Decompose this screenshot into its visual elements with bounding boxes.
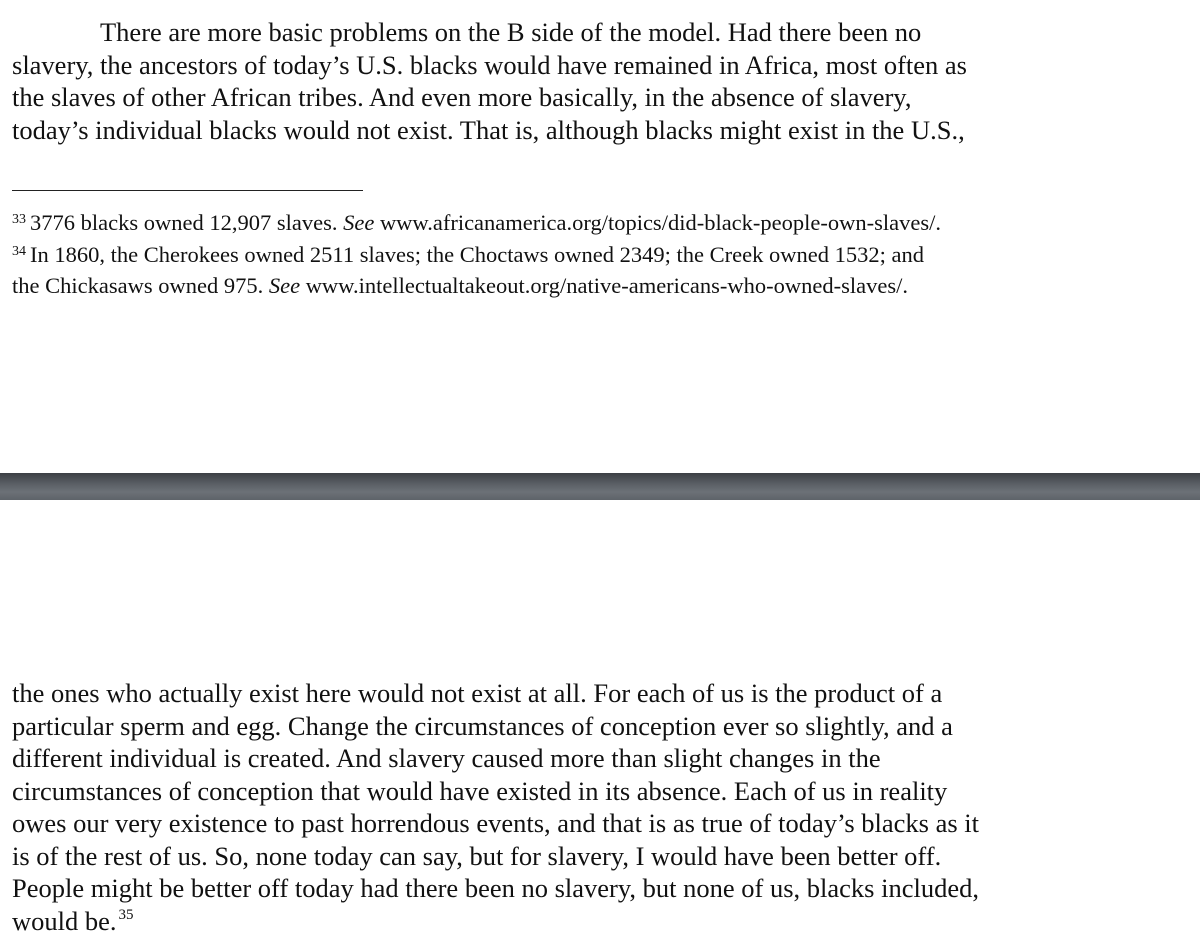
footnote-divider bbox=[12, 190, 363, 191]
top-paragraph bbox=[12, 16, 1192, 146]
footnote-text: In 1860, the Cherokees owned 2511 slaves; the Choctaws owned 2349; the Creek owned 1532; and bbox=[30, 241, 924, 267]
last-line-text: would be. bbox=[12, 905, 117, 936]
footnote-reference: 35 bbox=[118, 906, 134, 923]
footnote-number: 33 bbox=[12, 212, 26, 227]
text-line: different individual is created. And slavery caused more than slight changes in the bbox=[12, 743, 881, 773]
text-line bbox=[12, 905, 1192, 938]
footnote-line bbox=[12, 270, 1192, 302]
footnote-url: www.intellectualtakeout.org/native-americans-who-owned-slaves/. bbox=[300, 273, 908, 298]
text-line: is of the rest of us. So, none today can say, but for slavery, I would have been better off. bbox=[12, 840, 942, 871]
text-line: the slaves of other African tribes. And even more basically, in the absence of slavery, bbox=[12, 82, 912, 112]
bottom-paragraph bbox=[12, 677, 1192, 937]
footnote-34 bbox=[12, 239, 1192, 302]
footnote-33 bbox=[12, 207, 1192, 239]
page-bottom bbox=[0, 500, 1200, 940]
text-line: the ones who actually exist here would not exist at all. For each of us is the product of a bbox=[12, 678, 943, 708]
footnote-text: the Chickasaws owned 975. bbox=[12, 273, 269, 298]
footnote-number: 34 bbox=[12, 243, 26, 259]
text-line: There are more basic problems on the B side of the model. Had there been no bbox=[100, 17, 922, 47]
text-line: owes our very existence to past horrendous events, and that is as true of today’s blacks as it bbox=[12, 808, 980, 838]
footnote-see: See bbox=[268, 273, 301, 298]
footnotes bbox=[12, 207, 1192, 302]
text-line: particular sperm and egg. Change the circumstances of conception ever so slightly, and a bbox=[12, 710, 953, 741]
footnote-text: 3776 blacks owned 12,907 slaves. bbox=[30, 210, 344, 235]
footnote-see: See bbox=[343, 210, 375, 235]
text-line: today’s individual blacks would not exist. That is, although blacks might exist in the U.S., bbox=[12, 114, 965, 145]
page-separator bbox=[0, 473, 1200, 500]
text-line: circumstances of conception that would have existed in its absence. Each of us in reality bbox=[12, 775, 948, 806]
footnote-line bbox=[12, 207, 1192, 239]
footnote-url: www.africanamerica.org/topics/did-black-people-own-slaves/. bbox=[374, 210, 941, 235]
footnote-line bbox=[12, 239, 1192, 271]
text-line: People might be better off today had there been no slavery, but none of us, blacks included, bbox=[12, 873, 979, 903]
text-line: slavery, the ancestors of today’s U.S. blacks would have remained in Africa, most often as bbox=[12, 49, 967, 80]
